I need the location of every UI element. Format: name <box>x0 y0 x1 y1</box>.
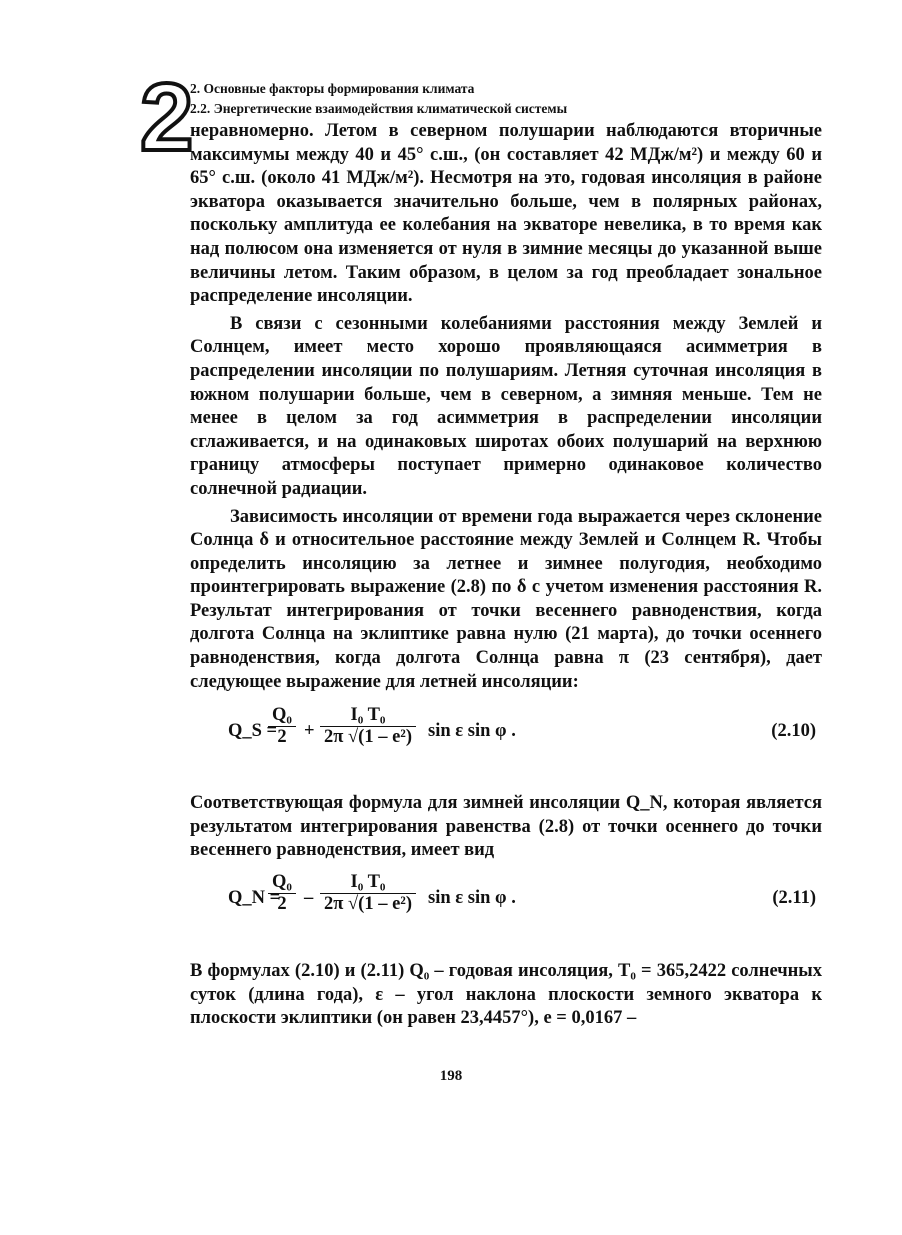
fraction-numerator: I₀ T₀ <box>320 705 416 727</box>
formula-fraction-1 <box>268 872 296 915</box>
formula-number: (2.11) <box>772 888 816 908</box>
formula-lhs: Q_S = <box>228 721 278 741</box>
formula-lhs: Q_N = <box>228 888 281 908</box>
formula-tail: sin ε sin φ . <box>428 721 516 741</box>
fraction-denominator: 2 <box>277 727 287 747</box>
fraction-denominator: 2π √(1 – e²) <box>324 894 412 914</box>
paragraph-2: В связи с сезонными колебаниями расстояния между Землей и Солнцем, имеет место хорошо проявляющаяся асимметрия в распределении инсоляции по полушариям. Летняя суточная инсоляция в южном полушарии больше, чем в северном, а зимняя меньше. Тем не менее в целом за год асимметрия в распределении инсоляции сглаживается, и на одинаковых широтах обоих полушарий на верхнюю границу атмосферы поступает примерно одинаковое количество солнечной радиации. <box>190 313 822 499</box>
fraction-numerator: Q₀ <box>268 872 296 894</box>
page-number: 198 <box>439 1068 463 1084</box>
formula-tail: sin ε sin φ . <box>428 888 516 908</box>
paragraph-1: неравномерно. Летом в северном полушарии наблюдаются вторичные максимумы между 40 и 45° с.ш., (он составляет 42 МДж/м²) и между 60 и 65° с.ш. (около 41 МДж/м²). Несмотря на это, годовая инсоляция в районе экватора оказывается значительно больше, чем в полярных районах, поскольку амплитуда ее колебания на экваторе невелика, в то время как над полюсом она изменяется от нуля в зимние месяцы до указанной выше величины летом. Таким образом, в целом за год преобладает зональное распределение инсоляции. <box>190 121 822 307</box>
paragraph-3: Зависимость инсоляции от времени года выражается через склонение Солнца δ и относительное расстояние между Землей и Солнцем R. Чтобы определить инсоляцию за летнее и зимнее полугодия, необходимо проинтегрировать выражение (2.8) по δ с учетом изменения расстояния R. Результат интегрирования от точки весеннего равноденствия, когда долгота Солнца на эклиптике равна нулю (21 марта), до точки осеннего равноденствия, когда долгота Солнца равна π (23 сентября), дает следующее выражение для летней инсоляции: <box>190 506 822 692</box>
paragraph-4: Соответствующая формула для зимней инсоляции Q_N, которая является результатом интегрирования равенства (2.8) от точки осеннего до точки весеннего равноденствия, имеет вид <box>190 793 822 861</box>
formula-fraction-1 <box>268 705 296 748</box>
section-title: 2.2. Энергетические взаимодействия климатической системы <box>190 101 568 116</box>
running-head <box>190 79 567 119</box>
chapter-number-mark: 2 <box>140 64 194 171</box>
formula-number: (2.10) <box>771 721 816 741</box>
text-block-2 <box>190 792 822 863</box>
chapter-title: 2. Основные факторы формирования климата <box>190 81 475 96</box>
fraction-denominator: 2π √(1 – e²) <box>324 727 412 747</box>
fraction-numerator: Q₀ <box>268 705 296 727</box>
formula-fraction-2 <box>320 705 416 748</box>
formula-fraction-2 <box>320 872 416 915</box>
fraction-numerator: I₀ T₀ <box>320 872 416 894</box>
formula-operator: – <box>304 888 314 908</box>
paragraph-5: В формулах (2.10) и (2.11) Q₀ – годовая инсоляция, T₀ = 365,2422 солнечных суток (длина года), ε – угол наклона плоскости земного экватора к плоскости эклиптики (он равен 23,4457°), e = 0,0167 – <box>190 961 822 1029</box>
formula-summer-insolation <box>190 703 822 763</box>
fraction-denominator: 2 <box>277 894 287 914</box>
formula-winter-insolation <box>190 870 822 930</box>
formula-operator: + <box>304 721 315 741</box>
text-block-1 <box>190 120 822 694</box>
text-block-3 <box>190 960 822 1031</box>
